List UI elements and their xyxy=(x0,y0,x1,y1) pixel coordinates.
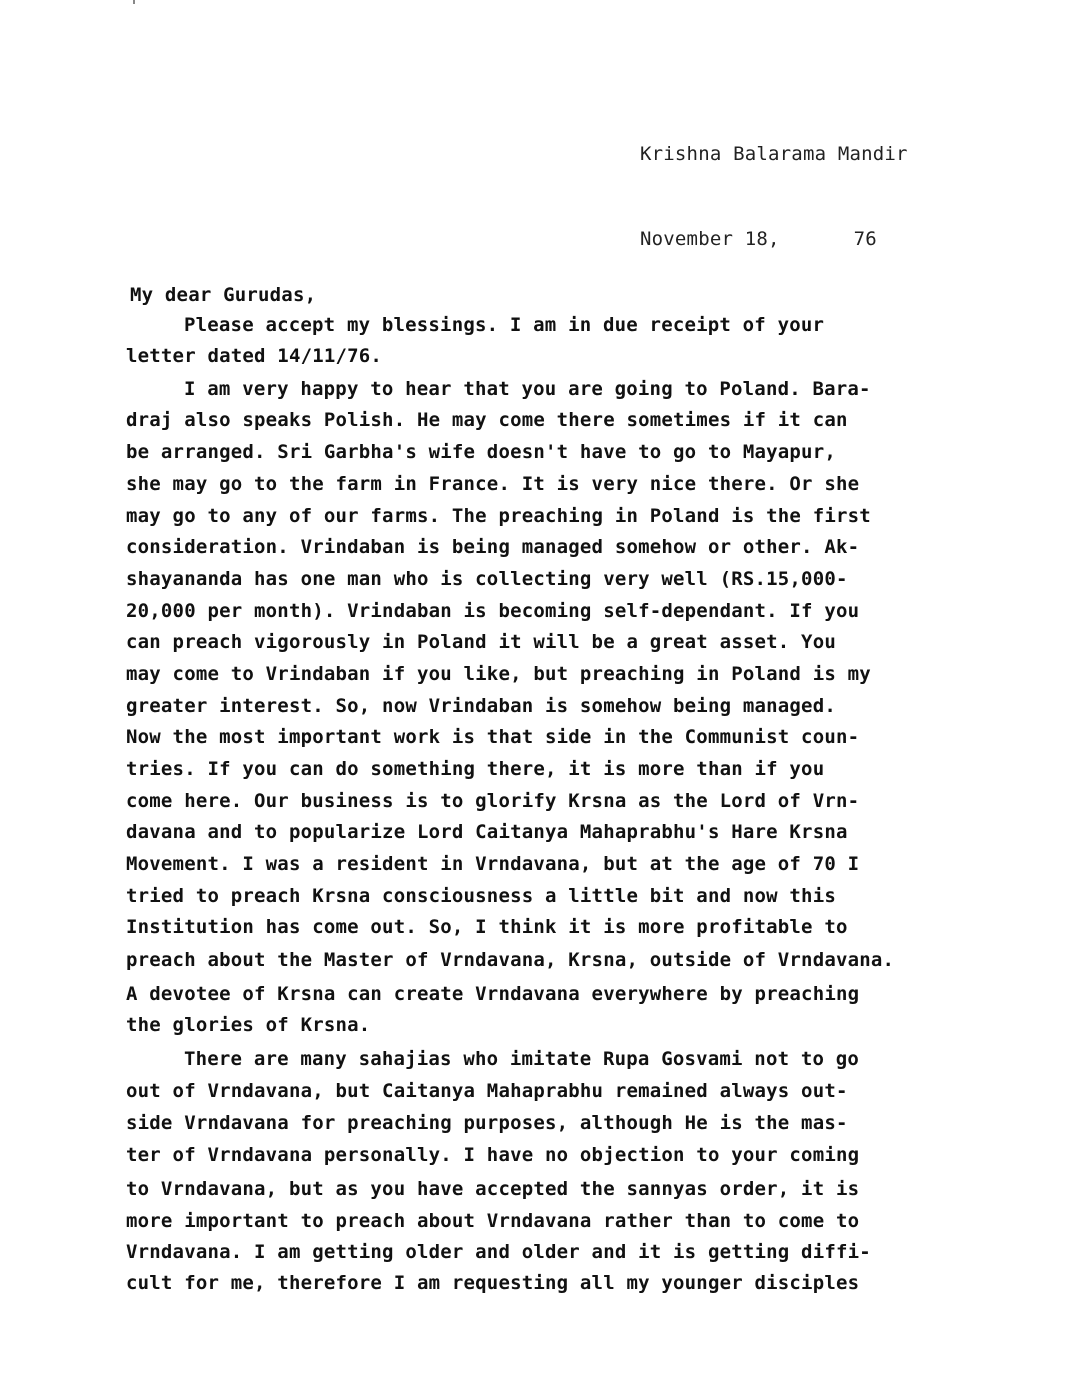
letter-date-year: 76 xyxy=(853,228,877,250)
body-line: Vrndavana. I am getting older and older and it is getting diffi- xyxy=(126,1241,871,1263)
body-line: tries. If you can do something there, it is more than if you xyxy=(126,758,825,780)
body-line: davana and to popularize Lord Caitanya Mahaprabhu's Hare Krsna xyxy=(126,821,848,843)
letter-place: Krishna Balarama Mandir xyxy=(640,143,908,165)
body-line: be arranged. Sri Garbha's wife doesn't have to go to Mayapur, xyxy=(126,441,836,463)
body-line: consideration. Vrindaban is being managed somehow or other. Ak- xyxy=(126,536,860,558)
body-line: can preach vigorously in Poland it will be a great asset. You xyxy=(126,631,836,653)
body-line: shayananda has one man who is collecting very well (RS.15,000- xyxy=(126,568,848,590)
body-line: may come to Vrindaban if you like, but preaching in Poland is my xyxy=(126,663,871,685)
body-line: out of Vrndavana, but Caitanya Mahaprabhu remained always out- xyxy=(126,1080,848,1102)
paper-speck xyxy=(133,0,135,4)
body-line: There are many sahajias who imitate Rupa Gosvami not to go xyxy=(184,1048,860,1070)
body-line: draj also speaks Polish. He may come there sometimes if it can xyxy=(126,409,848,431)
body-line: side Vrndavana for preaching purposes, although He is the mas- xyxy=(126,1112,848,1134)
body-line: the glories of Krsna. xyxy=(126,1014,371,1036)
body-line: tried to preach Krsna consciousness a little bit and now this xyxy=(126,885,836,907)
body-line: ter of Vrndavana personally. I have no objection to your coming xyxy=(126,1144,860,1166)
body-line: Now the most important work is that side in the Communist coun- xyxy=(126,726,860,748)
body-line: Institution has come out. So, I think it is more profitable to xyxy=(126,916,848,938)
body-line: greater interest. So, now Vrindaban is somehow being managed. xyxy=(126,695,836,717)
body-line: preach about the Master of Vrndavana, Krsna, outside of Vrndavana. xyxy=(126,949,895,971)
body-line: she may go to the farm in France. It is very nice there. Or she xyxy=(126,473,860,495)
body-line: come here. Our business is to glorify Krsna as the Lord of Vrn- xyxy=(126,790,860,812)
body-line: A devotee of Krsna can create Vrndavana everywhere by preaching xyxy=(126,983,860,1005)
body-line: I am very happy to hear that you are going to Poland. Bara- xyxy=(184,378,871,400)
body-line: 20,000 per month). Vrindaban is becoming self-dependant. If you xyxy=(126,600,860,622)
letter-date xyxy=(640,228,877,250)
body-line: may go to any of our farms. The preaching in Poland is the first xyxy=(126,505,871,527)
body-line: more important to preach about Vrndavana rather than to come to xyxy=(126,1210,860,1232)
salutation: My dear Gurudas, xyxy=(130,284,317,306)
body-line: cult for me, therefore I am requesting all my younger disciples xyxy=(126,1272,860,1294)
body-line: letter dated 14/11/76. xyxy=(126,345,383,367)
body-line: Movement. I was a resident in Vrndavana, but at the age of 70 I xyxy=(126,853,860,875)
body-line: Please accept my blessings. I am in due receipt of your xyxy=(184,314,825,336)
body-line: to Vrndavana, but as you have accepted the sannyas order, it is xyxy=(126,1178,860,1200)
letter-date-month-day: November 18, xyxy=(640,228,780,250)
